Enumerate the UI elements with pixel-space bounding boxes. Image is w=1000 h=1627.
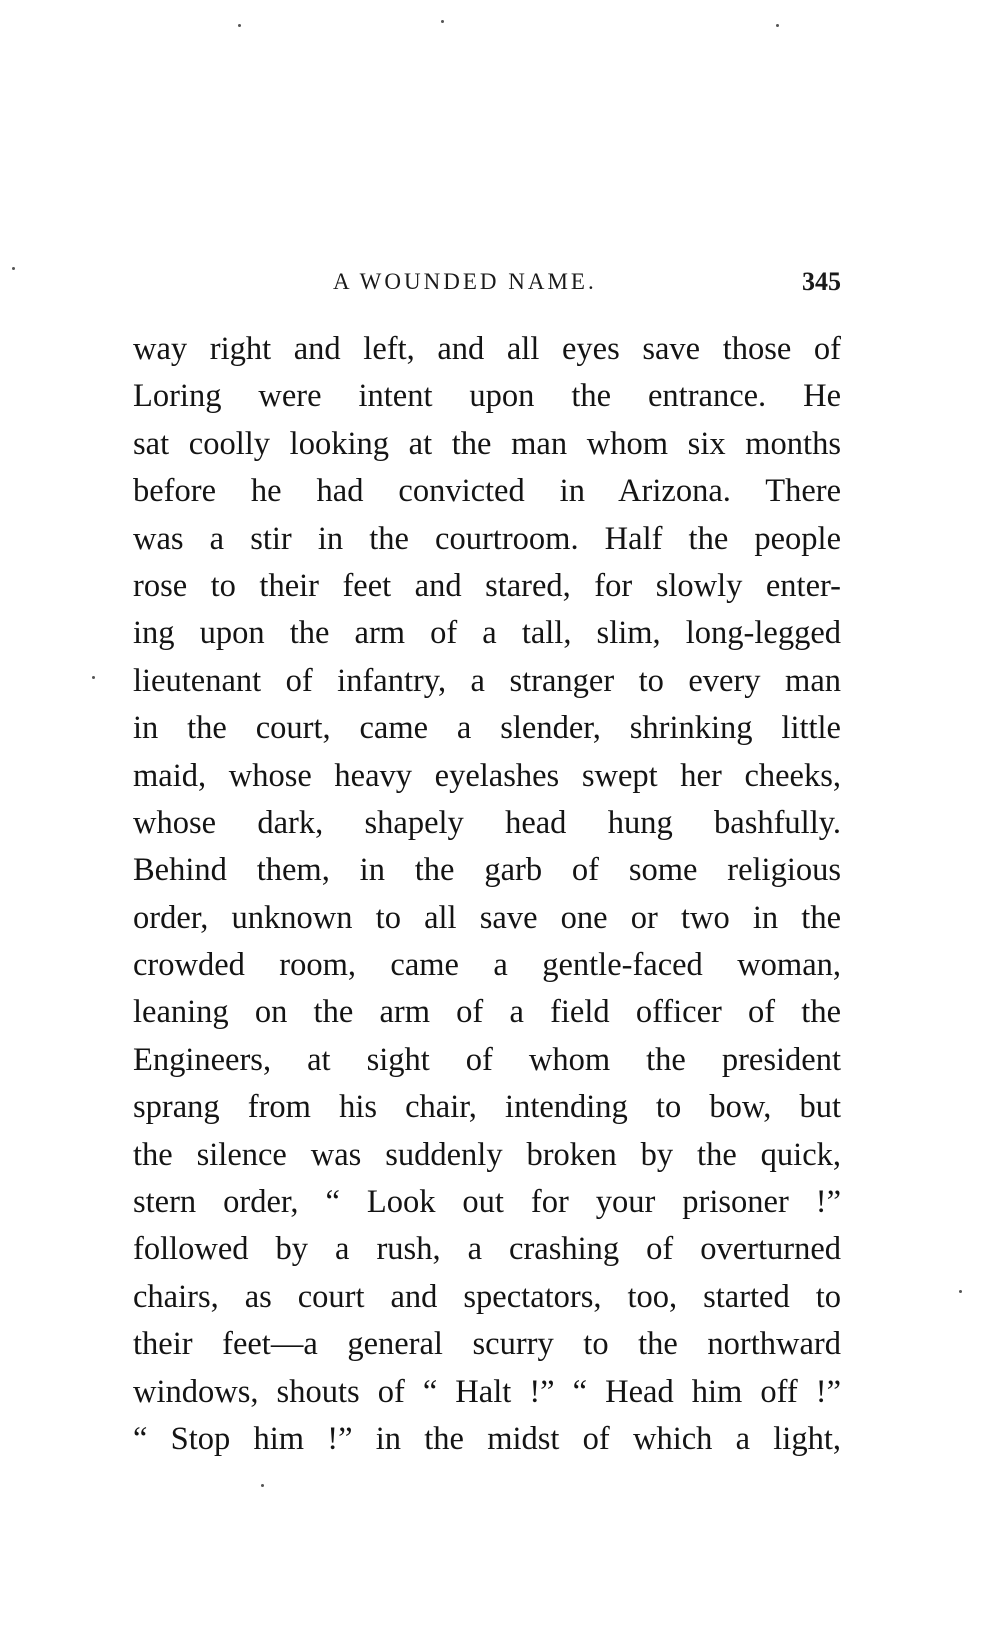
text-line: rose to their feet and stared, for slowly enter- bbox=[133, 567, 841, 604]
text-line: their feet—a general scurry to the northward bbox=[133, 1326, 841, 1363]
body-text bbox=[133, 326, 841, 1463]
text-line: stern order, “ Look out for your prisoner !” bbox=[133, 1184, 841, 1221]
print-speck bbox=[12, 267, 15, 270]
text-line: sprang from his chair, intending to bow, but bbox=[133, 1089, 841, 1126]
text-line: the silence was suddenly broken by the quick, bbox=[133, 1136, 841, 1173]
text-line: Behind them, in the garb of some religious bbox=[133, 852, 841, 889]
text-line: followed by a rush, a crashing of overturned bbox=[133, 1231, 841, 1268]
text-line: windows, shouts of “ Halt !” “ Head him off !” bbox=[133, 1373, 841, 1410]
text-line: before he had convicted in Arizona. There bbox=[133, 473, 841, 510]
text-line: whose dark, shapely head hung bashfully. bbox=[133, 804, 841, 841]
text-line: in the court, came a slender, shrinking little bbox=[133, 710, 841, 747]
print-speck bbox=[441, 20, 444, 23]
page-number: 345 bbox=[802, 267, 841, 296]
text-line: lieutenant of infantry, a stranger to every man bbox=[133, 662, 841, 699]
running-title: A WOUNDED NAME. bbox=[333, 269, 597, 294]
print-speck bbox=[238, 24, 241, 27]
print-speck bbox=[261, 1484, 264, 1487]
text-line: Engineers, at sight of whom the president bbox=[133, 1041, 841, 1078]
text-line: sat coolly looking at the man whom six months bbox=[133, 425, 841, 462]
print-speck bbox=[776, 24, 779, 27]
text-line: “ Stop him !” in the midst of which a light, bbox=[133, 1420, 841, 1457]
text-line: way right and left, and all eyes save those of bbox=[133, 331, 841, 367]
text-line: maid, whose heavy eyelashes swept her cheeks, bbox=[133, 757, 841, 794]
text-line: crowded room, came a gentle-faced woman, bbox=[133, 947, 841, 984]
text-line: chairs, as court and spectators, too, started to bbox=[133, 1278, 841, 1315]
text-line: was a stir in the courtroom. Half the people bbox=[133, 520, 841, 557]
text-line: leaning on the arm of a field officer of the bbox=[133, 994, 841, 1031]
print-speck bbox=[959, 1290, 962, 1293]
running-head bbox=[133, 262, 841, 302]
text-line: Loring were intent upon the entrance. He bbox=[133, 378, 841, 415]
text-line: order, unknown to all save one or two in the bbox=[133, 899, 841, 936]
text-line: ing upon the arm of a tall, slim, long-legged bbox=[133, 615, 841, 652]
print-speck bbox=[92, 676, 95, 679]
